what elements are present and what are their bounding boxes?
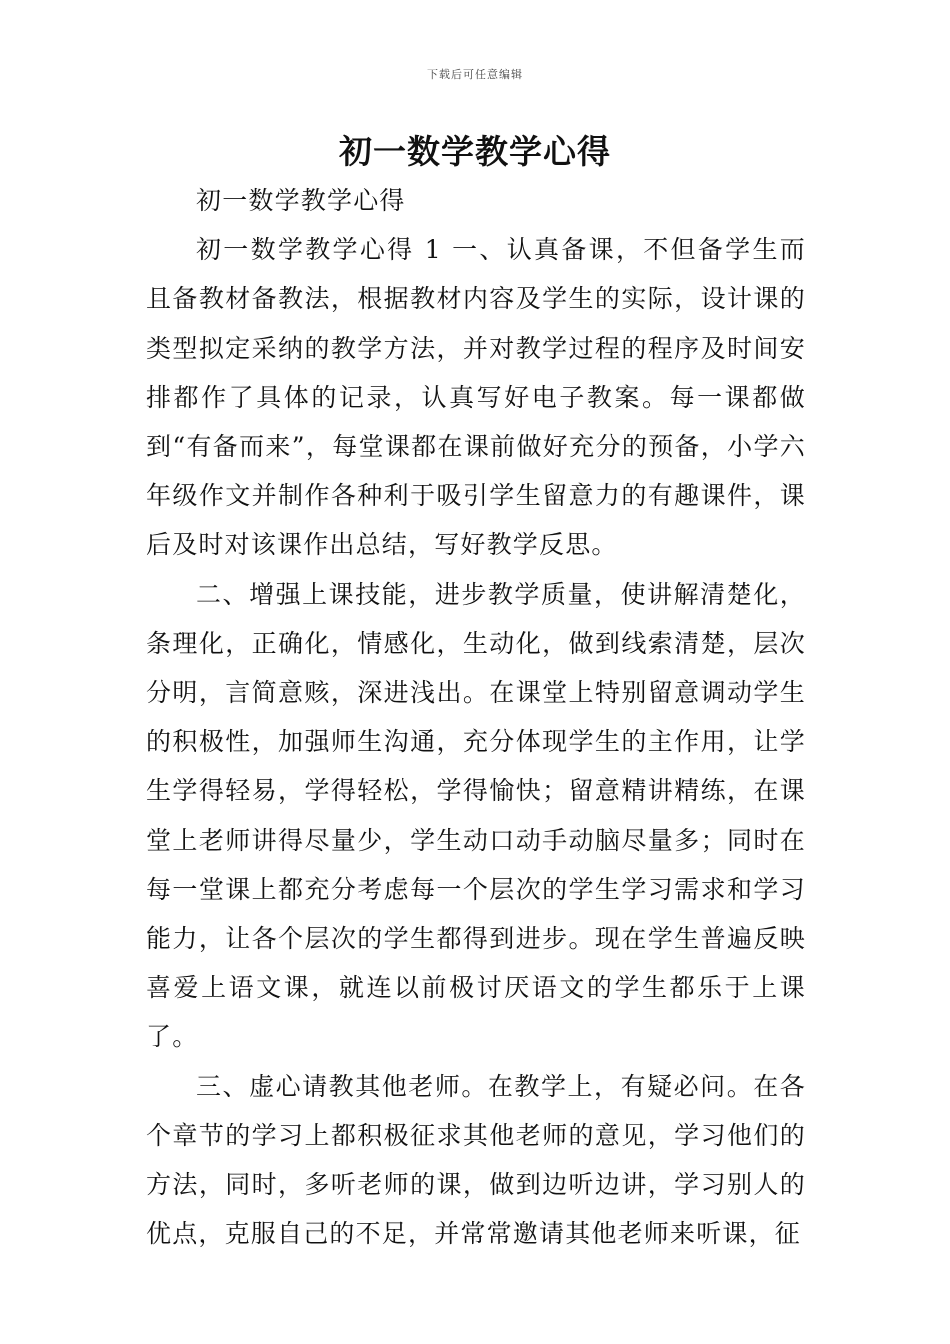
document-body [146,176,806,1258]
paragraph-subtitle: 初一数学教学心得 [196,186,406,215]
page-title: 初一数学教学心得 [339,132,611,171]
paragraph-3: 三、虚心请教其他老师。在教学上，有疑必问。在各个章节的学习上都积极征求其他老师的意见，学习他们的方法，同时，多听老师的课，做到边听边讲，学习别人的优点，克服自己的不足，并常常邀请其他老师来听课，征 [146,1071,806,1249]
paragraph-1: 初一数学教学心得 1 一、认真备课，不但备学生而且备教材备教法，根据教材内容及学生的实际，设计课的类型拟定采纳的教学方法，并对教学过程的程序及时间安排都作了具体的记录，认真写好电子教案。每一课都做到“有备而来”，每堂课都在课前做好充分的预备，小学六年级作文并制作各种利于吸引学生留意力的有趣课件，课后及时对该课作出总结，写好教学反思。 [146,235,806,560]
paragraph-2: 二、增强上课技能，进步教学质量，使讲解清楚化，条理化，正确化，情感化，生动化，做到线索清楚，层次分明，言简意赅，深进浅出。在课堂上特别留意调动学生的积极性，加强师生沟通，充分体现学生的主作用，让学生学得轻易，学得轻松，学得愉快；留意精讲精练，在课堂上老师讲得尽量少，学生动口动手动脑尽量多；同时在每一堂课上都充分考虑每一个层次的学生学习需求和学习能力，让各个层次的学生都得到进步。现在学生普遍反映喜爱上语文课，就连以前极讨厌语文的学生都乐于上课了。 [146,579,806,1052]
header-note: 下载后可任意编辑 [427,68,523,81]
